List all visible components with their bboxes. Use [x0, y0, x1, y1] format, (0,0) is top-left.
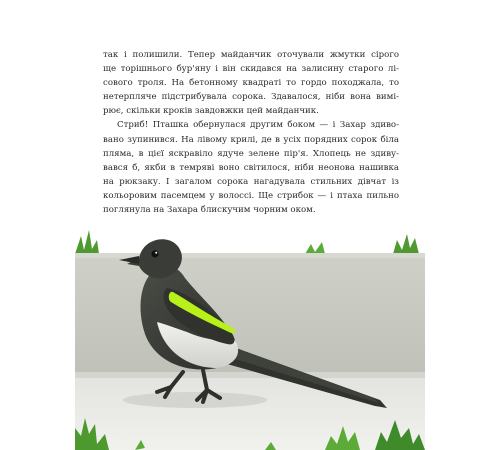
paragraph-1: [103, 48, 399, 118]
text-line: вано зупинився. На лівому крилі, де в усіх порядних сорок біла: [103, 134, 399, 145]
ground: [75, 372, 425, 450]
text-line: на рюкзаку. І загалом сорока нагадувала стильних дівчат із: [103, 176, 399, 187]
text-line: сового троля. На бетонному квадраті то гордо походжала, то: [103, 78, 399, 89]
magpie-illustration: [75, 222, 425, 450]
text-line: поглянула на Захара блискучим чорним оком.: [103, 205, 316, 216]
text-line: ще торішнього бур'яну і він скидався на залисину старого лі-: [103, 64, 399, 75]
paragraph-2: [103, 118, 399, 217]
text-line: пляма, в цієї яскравіло ядуче зелене пір'я. Хлопець не здиву-: [103, 148, 399, 159]
text-line: Стриб! Пташка обернулася другим боком — і Захар здиво-: [117, 120, 399, 131]
text-line: вався б, якби в темряві воно світилося, ніби неонова нашивка: [103, 162, 399, 173]
text-line: рює, скільки кроків завдовжки цей майданчик.: [103, 106, 319, 117]
back-grass: [75, 230, 419, 254]
text-line: нетерпляче підстрибувала сорока. Здавалося, ніби вона вимі-: [103, 92, 399, 103]
story-text: [103, 48, 399, 217]
text-line: кольоровим пасемцем у волоссі. Ще стрибок — і птаха пильно: [103, 190, 399, 201]
text-line: так і полишили. Тепер майданчик оточували жмутки сірого: [103, 50, 399, 60]
magpie-eye: [151, 250, 158, 257]
